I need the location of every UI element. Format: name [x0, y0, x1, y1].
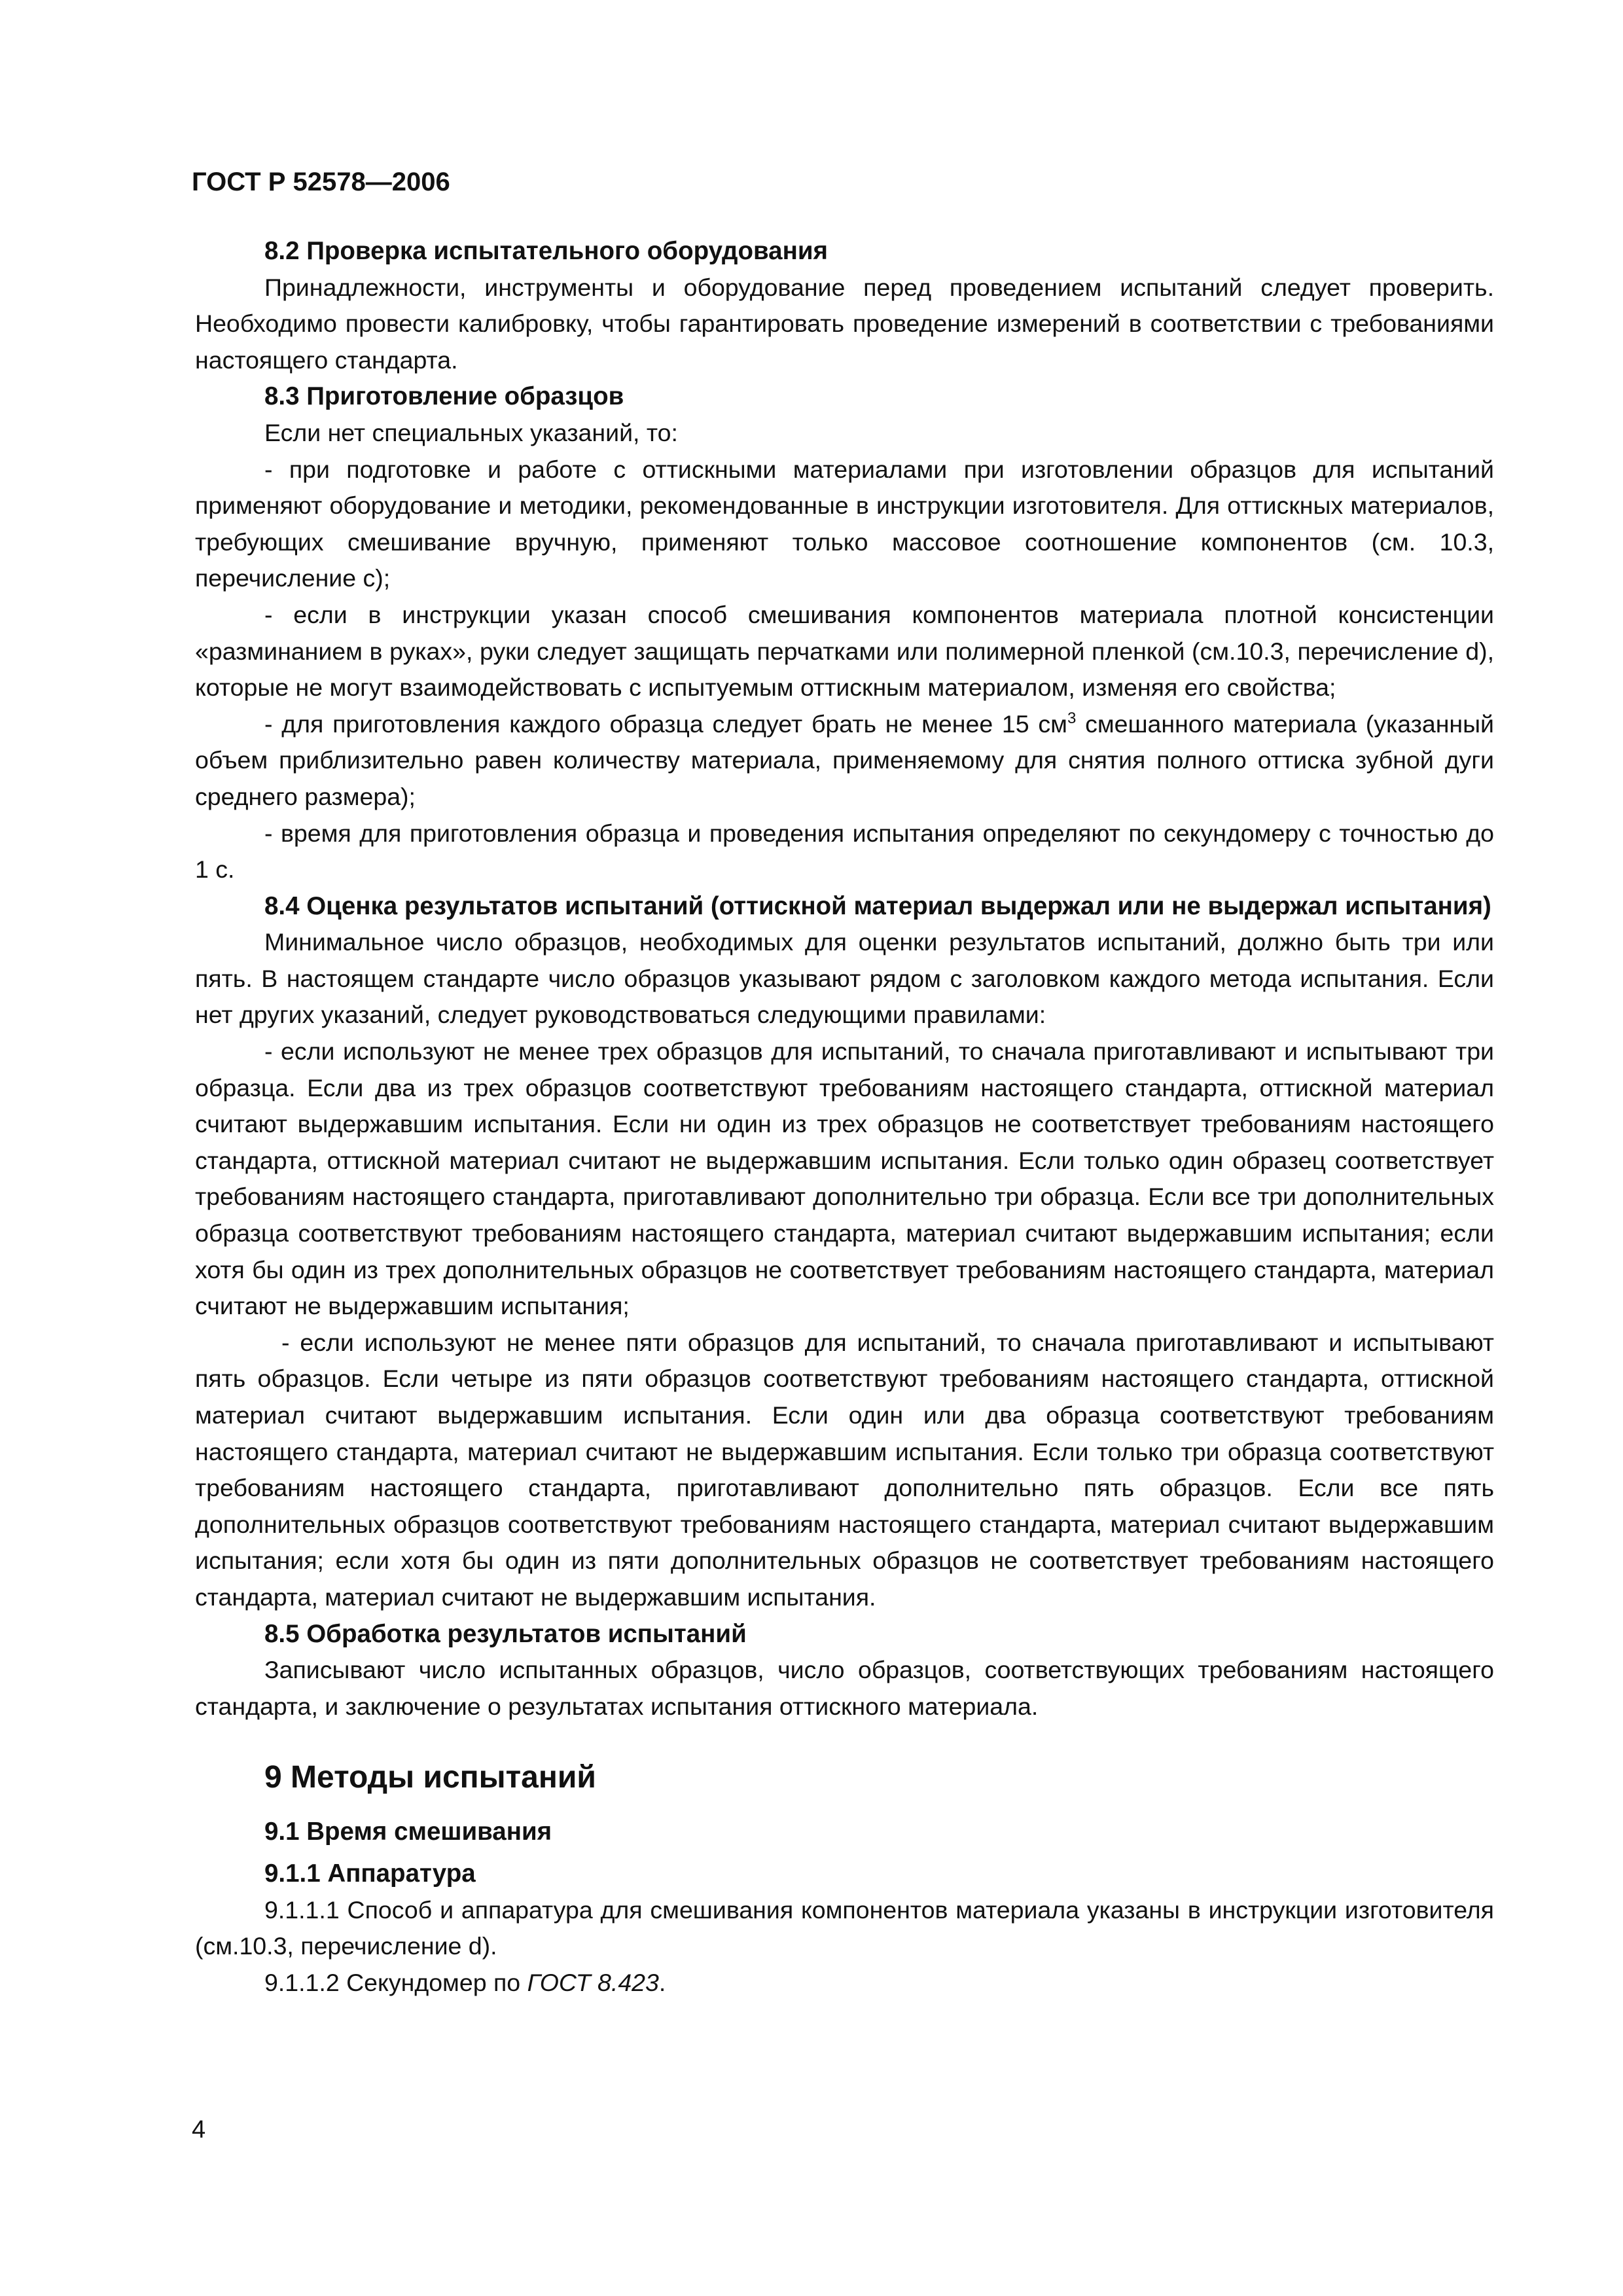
list-item: - при подготовке и работе с оттискными материалами при изготовлении образцов для испытаний применяют оборудование и методики, рекомендованные в инструкции изготовителя. Для оттискных материалов, требующих смешивание вручную, применяют только массовое соотношение компонентов (см. 10.3, перечисление с); [195, 455, 1494, 592]
list-item: - время для приготовления образца и проведения испытания определяют по секундомеру с точностью до 1 с. [195, 819, 1494, 884]
section-9-1-title: 9.1 Время смешивания [264, 1818, 552, 1846]
paragraph: 9.1.1.1 Способ и аппаратура для смешивания компонентов материала указаны в инструкции изготовителя (см.10.3, перечисление d). [195, 1895, 1494, 1960]
section-8-4-title: 8.4 Оценка результатов испытаний (оттискной материал выдержал или не выдержал испытания) [264, 891, 1491, 920]
section-9-1-1-title: 9.1.1 Аппаратура [264, 1859, 476, 1888]
section-9-title: 9 Методы испытаний [264, 1760, 596, 1795]
paragraph: Если нет специальных указаний, то: [264, 418, 678, 446]
superscript: 3 [1067, 709, 1077, 727]
document-body [195, 233, 1494, 2001]
list-item-text: - для приготовления каждого образца следует брать не менее 15 см [264, 709, 1067, 738]
list-item [195, 706, 1494, 816]
list-item: - если используют не менее пяти образцов для испытаний, то сначала приготавливают и испытывают пять образцов. Если четыре из пяти образцов соответствуют требованиям настоящего стандарта, оттискной материал считают выдержавшим испытания. Если один или два образца соответствуют требованиям настоящего стандарта, материал считают не выдержавшим испытания. Если только три образца соответствуют требованиям настоящего стандарта, приготавливают дополнительно пять образцов. Если все пять дополнительных образцов соответствуют требованиям настоящего стандарта, материал считают выдержавшим испытания; если хотя бы один из пяти дополнительных образцов не соответствует требованиям настоящего стандарта, материал считают не выдержавшим испытания. [195, 1328, 1494, 1611]
paragraph-text: . [658, 1968, 666, 1996]
standard-reference: ГОСТ 8.423 [527, 1968, 659, 1996]
page-number: 4 [192, 2116, 206, 2144]
paragraph: Минимальное число образцов, необходимых для оценки результатов испытаний, должно быть три или пять. В настоящем стандарте число образцов указывают рядом с заголовком каждого метода испытания. Если нет других указаний, следует руководствоваться следующими правилами: [195, 928, 1494, 1029]
section-8-5-title: 8.5 Обработка результатов испытаний [264, 1619, 747, 1648]
list-item: - если в инструкции указан способ смешивания компонентов материала плотной консистенции «разминанием в руках», руки следует защищать перчатками или полимерной пленкой (см.10.3, перечисление d), которые не могут взаимодействовать с испытуемым оттискным материалом, изменяя его свойства; [195, 600, 1494, 702]
document-code-header: ГОСТ Р 52578—2006 [192, 168, 450, 196]
list-item-text: смешанного материала (указанный объем приблизительно равен количеству материала, применяемому для снятия полного оттиска зубной дуги среднего размера); [195, 709, 1495, 810]
paragraph [195, 1965, 1494, 2001]
list-item: - если используют не менее трех образцов для испытаний, то сначала приготавливают и испытывают три образца. Если два из трех образцов соответствуют требованиям настоящего стандарта, оттискной материал считают выдержавшим испытания. Если ни один из трех образцов не соответствует требованиям настоящего стандарта, оттискной материал считают не выдержавшим испытания. Если только один образец соответствует требованиям настоящего стандарта, приготавливают дополнительно три образца. Если все три дополнительных образца соответствуют требованиям настоящего стандарта, материал считают выдержавшим испытания; если хотя бы один из трех дополнительных образцов не соответствует требованиям настоящего стандарта, материал считают не выдержавшим испытания; [195, 1037, 1494, 1320]
paragraph: Записывают число испытанных образцов, число образцов, соответствующих требованиям настоящего стандарта, и заключение о результатах испытания оттискного материала. [195, 1656, 1494, 1720]
paragraph-text: 9.1.1.2 Секундомер по [264, 1968, 527, 1996]
section-8-2-title: 8.2 Проверка испытательного оборудования [264, 237, 828, 265]
section-8-3-title: 8.3 Приготовление образцов [264, 382, 624, 411]
paragraph: Принадлежности, инструменты и оборудование перед проведением испытаний следует проверить. Необходимо провести калибровку, чтобы гарантировать проведение измерений в соответствии с требованиями настоящего стандарта. [195, 273, 1494, 374]
